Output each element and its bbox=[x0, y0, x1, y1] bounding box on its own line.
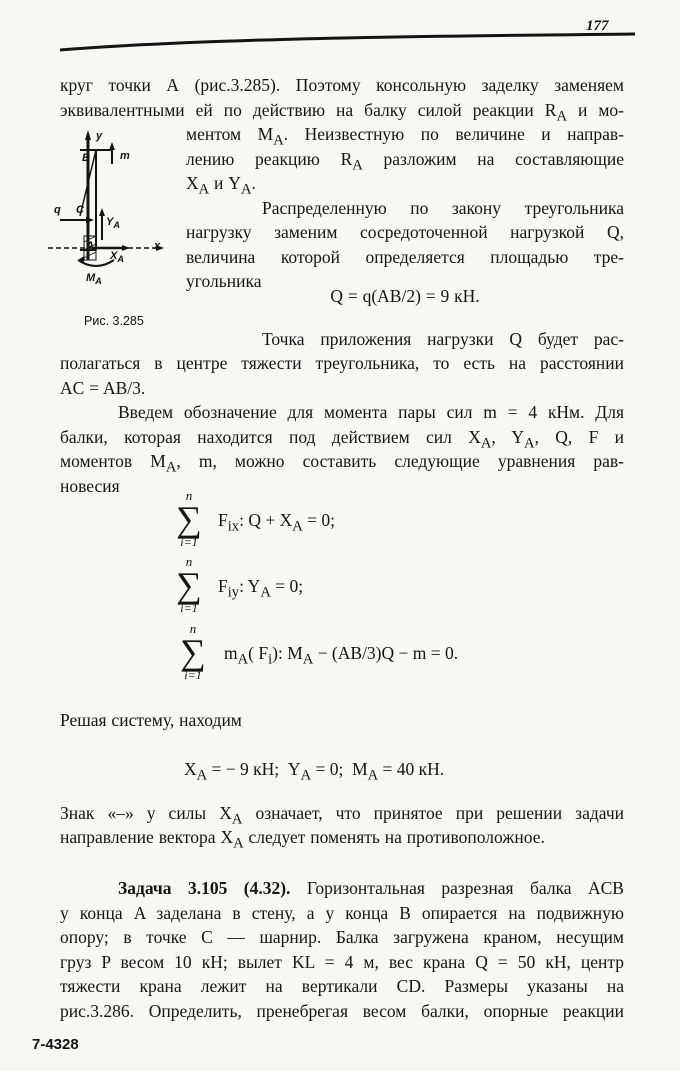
moment-line-4: новесия bbox=[60, 476, 120, 496]
label-x: x bbox=[154, 240, 161, 252]
equation-sum-fx: $F_{ix}$: $Q + X_A = 0$; bbox=[218, 510, 335, 535]
page-number: 177 bbox=[586, 18, 609, 34]
distributed-load-line-3: величина которой определяется площадью тре- bbox=[186, 247, 624, 267]
moment-line-2: балки, которая находится под действием сил $X_A$, $Y_A$, Q, F и bbox=[60, 427, 624, 452]
load-point-line-2: полагаться в центре тяжести треугольника, то есть на расстоянии bbox=[60, 353, 624, 373]
figure-caption: Рис. 3.285 bbox=[84, 314, 144, 328]
label-q: q bbox=[54, 204, 61, 216]
label-xa: $X_A$ bbox=[110, 250, 124, 265]
equation-sum-moments: $m_A$( $F_i$): $M_A - (AB/3)Q - m = 0$. bbox=[224, 643, 459, 668]
sign-note-line-2: направление вектора $X_A$ следует поменять на противоположное. bbox=[60, 827, 545, 852]
task-line-6: рис.3.286. Определить, пренебрегая весом балки, опорные реакции bbox=[60, 1001, 624, 1021]
header-rule bbox=[60, 30, 635, 54]
distributed-load-line-4: угольника bbox=[186, 271, 262, 291]
label-c: C bbox=[76, 204, 84, 216]
intro-line-2: эквивалентными ей по действию на балку силой реакции $R_A$ и мо- bbox=[60, 100, 624, 125]
intro-line-3: ментом $M_A$. Неизвестную по величине и направ- bbox=[186, 124, 624, 149]
load-point-line-3: AC = AB/3. bbox=[60, 378, 146, 398]
task-title: Задача 3.105 (4.32). bbox=[118, 878, 291, 898]
label-m: m bbox=[120, 150, 130, 162]
beam-diagram bbox=[40, 120, 180, 300]
intro-line-4: лению реакцию $R_A$ разложим на составляющие bbox=[186, 149, 624, 174]
sum-symbol-1: n ∑ i=1 bbox=[176, 488, 202, 549]
solution-intro: Решая систему, находим bbox=[60, 710, 242, 730]
intro-line-1: круг точки А (рис.3.285). Поэтому консольную заделку заменяем bbox=[60, 75, 624, 95]
moment-line-3: моментов $M_A$, m, можно составить следующие уравнения рав- bbox=[60, 451, 624, 476]
task-line-3: опору; в точке C — шарнир. Балка загружена краном, несущим bbox=[60, 927, 624, 947]
label-y: y bbox=[96, 130, 103, 142]
distributed-load-line-1: Распределенную по закону треугольника bbox=[262, 198, 624, 218]
distributed-load-line-2: нагрузку заменим сосредоточенной нагрузкой Q, bbox=[186, 222, 624, 242]
solution-values: $X_A$ = − 9 кН; $Y_A = 0$; $M_A = 40$ кН. bbox=[184, 759, 445, 784]
equation-sum-fy: $F_{iy}$: $Y_A = 0$; bbox=[218, 576, 304, 601]
footer-code: 7-4328 bbox=[32, 1036, 79, 1053]
task-line-4: груз P весом 10 кН; вылет KL = 4 м, вес крана Q = 50 кН, центр bbox=[60, 952, 624, 972]
task-line-5: тяжести крана лежит на вертикали CD. Размеры указаны на bbox=[60, 976, 624, 996]
figure-3-285 bbox=[40, 120, 180, 300]
label-b: B bbox=[82, 152, 90, 164]
sum-symbol-3: n ∑ i=1 bbox=[180, 621, 206, 682]
task-line-1: Задача 3.105 (4.32). Горизонтальная разрезная балка ACB bbox=[118, 878, 624, 898]
intro-line-5: $X_A$ и $Y_A$. bbox=[186, 173, 256, 198]
load-point-line-1: Точка приложения нагрузки Q будет рас- bbox=[262, 329, 624, 349]
label-ma: $M_A$ bbox=[86, 272, 102, 287]
load-formula: Q = q(AB/2) = 9 кН. bbox=[330, 286, 480, 306]
task-line-2: у конца A заделана в стену, а у конца B опирается на подвижную bbox=[60, 903, 624, 923]
sign-note-line-1: Знак «–» у силы $X_A$ означает, что принятое при решении задачи bbox=[60, 803, 624, 828]
label-ya: $Y_A$ bbox=[106, 216, 120, 231]
sum-symbol-2: n ∑ i=1 bbox=[176, 554, 202, 615]
moment-line-1: Введем обозначение для момента пары сил m = 4 кНм. Для bbox=[118, 402, 624, 422]
label-a: A bbox=[86, 240, 94, 252]
